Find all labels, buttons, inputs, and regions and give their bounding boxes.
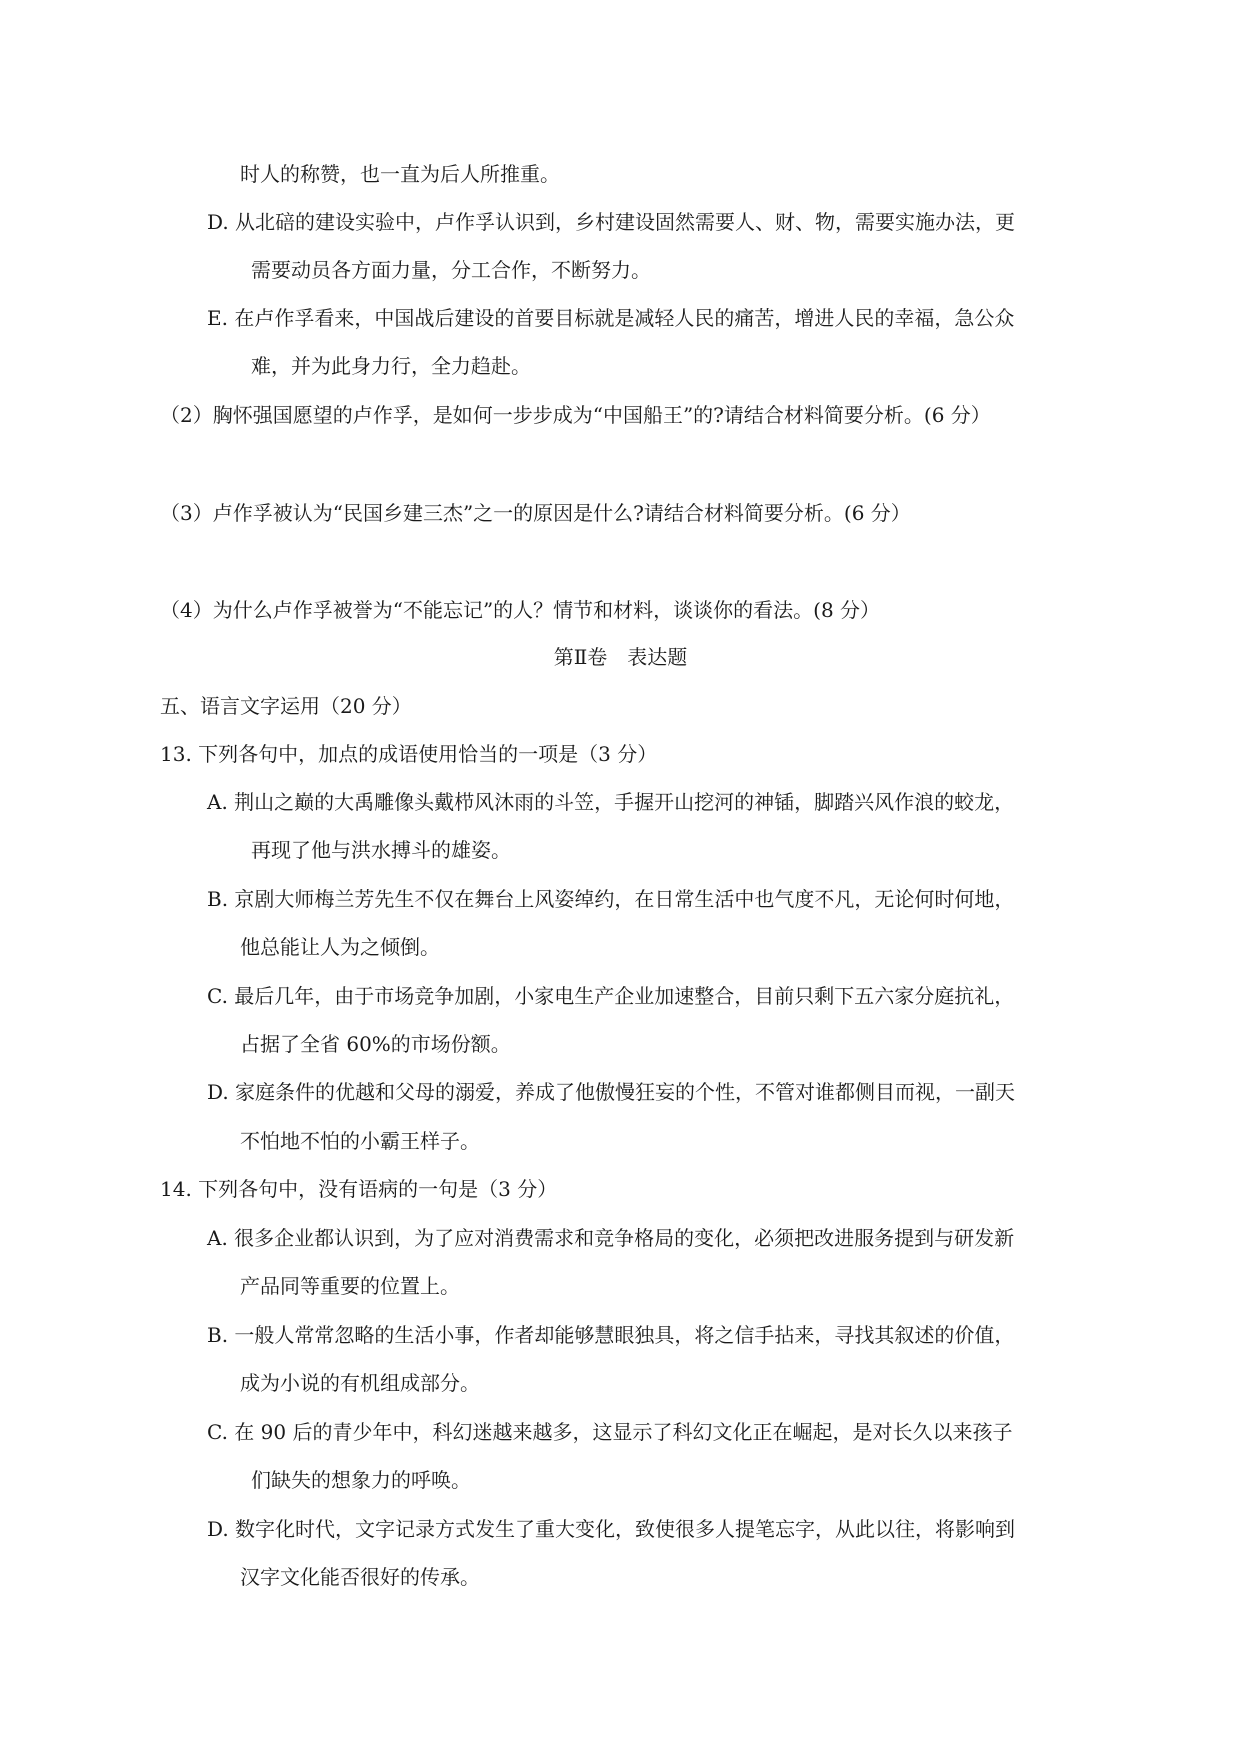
q13-option-d-line1: D. 家庭条件的优越和父母的溺爱，养成了他傲慢狂妄的个性，不管对谁都侧目而视，一副天 [207, 1080, 1016, 1104]
q12-option-d-line1: D. 从北碚的建设实验中，卢作孚认识到，乡村建设固然需要人、财、物，需要实施办法，更 [207, 210, 1016, 234]
q12-subquestion-3: （3）卢作孚被认为“民国乡建三杰”之一的原因是什么?请结合材料简要分析。(6 分） [160, 501, 911, 525]
q14-option-b-line2: 成为小说的有机组成部分。 [240, 1371, 480, 1395]
q12-subquestion-4: （4）为什么卢作孚被誉为“不能忘记”的人？情节和材料，谈谈你的看法。(8 分） [160, 598, 881, 622]
q12-option-d-line2: 需要动员各方面力量，分工合作，不断努力。 [251, 258, 651, 282]
q13-option-a-line1: A. 荆山之巅的大禹雕像头戴栉风沐雨的斗笠，手握开山挖河的神锸，脚踏兴风作浪的蛟龙， [207, 790, 1015, 814]
q13-stem: 13. 下列各句中，加点的成语使用恰当的一项是（3 分） [160, 742, 658, 766]
q14-stem: 14. 下列各句中，没有语病的一句是（3 分） [160, 1177, 558, 1201]
q14-option-a-line2: 产品同等重要的位置上。 [240, 1274, 460, 1298]
q12-option-c-continuation: 时人的称赞，也一直为后人所推重。 [240, 162, 560, 186]
volume-2-title: 第Ⅱ卷 表达题 [553, 645, 688, 669]
q13-option-b-line2: 他总能让人为之倾倒。 [240, 935, 440, 959]
q14-option-c-line1: C. 在 90 后的青少年中，科幻迷越来越多，这显示了科幻文化正在崛起，是对长久以来孩子 [207, 1420, 1013, 1444]
q14-option-d-line2: 汉字文化能否很好的传承。 [240, 1565, 480, 1589]
q14-option-d-line1: D. 数字化时代，文字记录方式发生了重大变化，致使很多人提笔忘字，从此以往，将影响到 [207, 1517, 1016, 1541]
section-5-heading: 五、语言文字运用（20 分） [160, 694, 412, 718]
q13-option-c-line2: 占据了全省 60%的市场份额。 [240, 1032, 511, 1056]
q13-option-b-line1: B. 京剧大师梅兰芳先生不仅在舞台上风姿绰约，在日常生活中也气度不凡，无论何时何地， [207, 887, 1015, 911]
q12-option-e-line1: E. 在卢作孚看来，中国战后建设的首要目标就是减轻人民的痛苦，增进人民的幸福，急公众 [207, 306, 1015, 330]
q14-option-c-line2: 们缺失的想象力的呼唤。 [251, 1468, 471, 1492]
q13-option-d-line2: 不怕地不怕的小霸王样子。 [240, 1129, 480, 1153]
q12-subquestion-2: （2）胸怀强国愿望的卢作孚，是如何一步步成为“中国船王”的?请结合材料简要分析。(6 分） [160, 403, 991, 427]
q14-option-a-line1: A. 很多企业都认识到，为了应对消费需求和竞争格局的变化，必须把改进服务提到与研发新 [207, 1226, 1015, 1250]
q13-option-a-line2: 再现了他与洪水搏斗的雄姿。 [251, 838, 511, 862]
q12-option-e-line2: 难，并为此身力行，全力趋赴。 [251, 354, 531, 378]
q13-option-c-line1: C. 最后几年，由于市场竞争加剧，小家电生产企业加速整合，目前只剩下五六家分庭抗礼， [207, 984, 1015, 1008]
q14-option-b-line1: B. 一般人常常忽略的生活小事，作者却能够慧眼独具，将之信手拈来，寻找其叙述的价值， [207, 1323, 1015, 1347]
